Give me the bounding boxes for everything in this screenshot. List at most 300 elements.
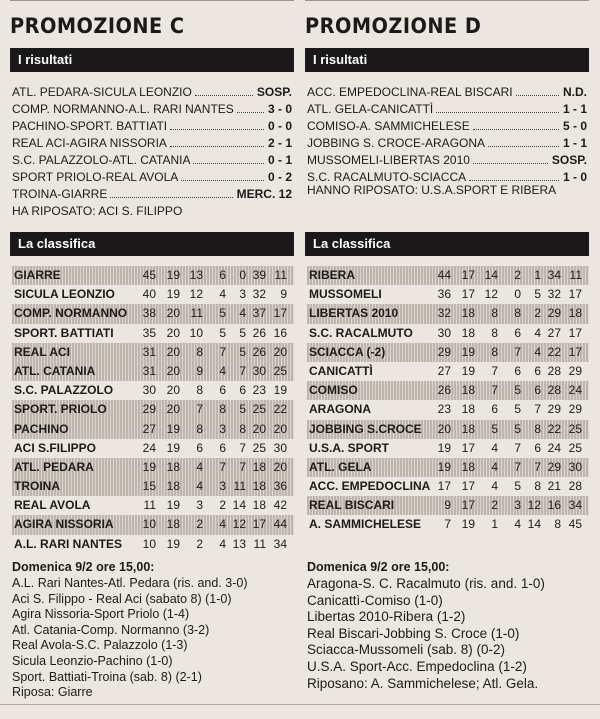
- result-row: [307, 135, 587, 152]
- stat-cell: 5: [514, 421, 521, 436]
- stat-cell: 5: [491, 421, 498, 436]
- stat-cell: 5: [534, 287, 541, 302]
- standings-row: [307, 400, 589, 419]
- stat-cell: 28: [547, 363, 561, 378]
- stat-cell: 20: [273, 421, 287, 436]
- stat-cell: 7: [491, 383, 498, 398]
- stat-cell: 6: [534, 383, 541, 398]
- match-label: REAL ACI-AGIRA NISSORIA: [12, 136, 167, 150]
- fixtures-header: Domenica 9/2 ore 15,00:: [307, 560, 450, 574]
- team-name: CANICATTÌ: [309, 363, 373, 378]
- section-title: PROMOZIONE C: [10, 14, 185, 38]
- match-label: MUSSOMELI-LIBERTAS 2010: [307, 153, 470, 167]
- standings-row: [12, 381, 294, 400]
- team-name: MUSSOMELI: [309, 287, 382, 302]
- stat-cell: 7: [514, 440, 521, 455]
- results-list: [307, 84, 587, 186]
- stat-cell: 37: [252, 306, 266, 321]
- stat-cell: 34: [547, 268, 561, 282]
- team-name: SICULA LEONZIO: [14, 287, 115, 302]
- stat-cell: 17: [461, 479, 475, 494]
- results-list: [12, 84, 292, 203]
- result-row: [12, 186, 292, 203]
- stat-cell: 4: [239, 306, 246, 321]
- fixture-line: Libertas 2010-Ribera (1-2): [307, 609, 466, 625]
- stat-cell: 6: [219, 440, 226, 455]
- stat-cell: 7: [239, 440, 246, 455]
- stat-cell: 12: [484, 287, 498, 302]
- stat-cell: 25: [568, 421, 582, 436]
- stat-cell: 5: [239, 344, 246, 359]
- stat-cell: 20: [273, 344, 287, 359]
- top-rule: [10, 0, 294, 5]
- stat-cell: 12: [527, 498, 541, 513]
- stat-cell: 2: [196, 536, 203, 551]
- result-row: [12, 118, 292, 135]
- match-label: JOBBING S. CROCE-ARAGONA: [307, 136, 486, 150]
- stat-cell: 39: [252, 268, 266, 282]
- fixture-line: Sciacca-Mussomeli (sab. 8) (0-2): [307, 642, 506, 658]
- match-score: 1 - 1: [562, 136, 587, 150]
- stat-cell: 17: [568, 344, 582, 359]
- stat-cell: 6: [534, 363, 541, 378]
- result-row: [12, 152, 292, 169]
- stat-cell: 20: [166, 363, 180, 378]
- stat-cell: 30: [252, 363, 266, 378]
- stat-cell: 24: [568, 383, 582, 398]
- stat-cell: 6: [534, 440, 541, 455]
- fixture-line: Real Avola-S.C. Palazzolo (1-3): [12, 638, 188, 653]
- fixture-line: Atl. Catania-Comp. Normanno (3-2): [12, 622, 210, 637]
- stat-cell: 12: [232, 517, 246, 532]
- standings-row: [307, 304, 589, 323]
- stat-cell: 29: [437, 344, 451, 359]
- stat-cell: 27: [437, 363, 451, 378]
- stat-cell: 6: [219, 268, 226, 282]
- stat-cell: 27: [547, 325, 561, 340]
- stat-cell: 7: [514, 344, 521, 359]
- stat-cell: 5: [219, 306, 226, 321]
- stat-cell: 9: [280, 287, 287, 302]
- stat-cell: 32: [252, 287, 266, 302]
- rest-note: HANNO RIPOSATO: U.S.A.SPORT E RIBERA: [307, 183, 557, 197]
- stat-cell: 29: [547, 306, 561, 321]
- result-row: [12, 84, 292, 101]
- stat-cell: 18: [461, 402, 475, 417]
- stat-cell: 14: [484, 268, 498, 282]
- section-title: PROMOZIONE D: [305, 14, 482, 38]
- stat-cell: 18: [166, 479, 180, 494]
- stat-cell: 45: [568, 517, 582, 532]
- stat-cell: 29: [547, 402, 561, 417]
- stat-cell: 19: [461, 363, 475, 378]
- standings-row: [307, 439, 589, 458]
- stat-cell: 8: [196, 383, 203, 398]
- match-score: 0 - 0: [267, 119, 292, 133]
- team-name: S.C. RACALMUTO: [309, 325, 413, 340]
- match-label: PACHINO-SPORT. BATTIATI: [12, 119, 168, 133]
- match-label: S.C. RACALMUTO-SCIACCA: [307, 170, 467, 184]
- standings-row: [307, 285, 589, 304]
- stat-cell: 12: [189, 287, 203, 302]
- result-row: [307, 84, 587, 101]
- stat-cell: 4: [514, 517, 521, 532]
- stat-cell: 6: [219, 383, 226, 398]
- stat-cell: 18: [568, 306, 582, 321]
- stat-cell: 26: [252, 325, 266, 340]
- stat-cell: 20: [273, 459, 287, 474]
- stat-cell: 7: [534, 402, 541, 417]
- stat-cell: 18: [252, 479, 266, 494]
- leader-dots: [473, 129, 559, 130]
- stat-cell: 17: [437, 479, 451, 494]
- stat-cell: 17: [461, 287, 475, 302]
- stat-cell: 4: [219, 287, 226, 302]
- result-row: [12, 135, 292, 152]
- team-name: REAL ACI: [14, 344, 71, 359]
- stat-cell: 2: [219, 498, 226, 513]
- standings-row: [307, 458, 589, 477]
- team-name: ATL. GELA: [309, 459, 372, 474]
- stat-cell: 6: [514, 363, 521, 378]
- stat-cell: 2: [196, 517, 203, 532]
- results-header: I risultati: [10, 48, 294, 72]
- standings-row: [12, 515, 294, 534]
- stat-cell: 25: [252, 440, 266, 455]
- match-label: ACC. EMPEDOCLINA-REAL BISCARI: [307, 85, 513, 99]
- stat-cell: 11: [190, 306, 203, 321]
- team-name: SCIACCA (-2): [309, 344, 386, 359]
- stat-cell: 8: [514, 306, 521, 321]
- stat-cell: 28: [547, 383, 561, 398]
- stat-cell: 7: [196, 402, 203, 417]
- stat-cell: 25: [568, 440, 582, 455]
- team-name: COMP. NORMANNO: [14, 306, 128, 321]
- stat-cell: 4: [534, 325, 541, 340]
- stat-cell: 34: [273, 536, 287, 551]
- stat-cell: 15: [142, 479, 156, 494]
- leader-dots: [436, 112, 559, 113]
- leader-dots: [110, 197, 233, 198]
- stat-cell: 31: [142, 344, 156, 359]
- fixture-line: Canicattì-Comiso (1-0): [307, 592, 443, 608]
- stat-cell: 16: [273, 325, 287, 340]
- stat-cell: 10: [189, 325, 203, 340]
- stat-cell: 32: [547, 287, 561, 302]
- stat-cell: 4: [491, 479, 498, 494]
- stat-cell: 29: [547, 459, 561, 474]
- match-score: SOSP.: [256, 85, 292, 99]
- stat-cell: 9: [196, 363, 203, 378]
- match-label: ATL. GELA-CANICATTÌ: [307, 102, 434, 116]
- stat-cell: 1: [491, 517, 498, 532]
- stat-cell: 8: [491, 306, 498, 321]
- result-row: [307, 152, 587, 169]
- standings-row: [12, 324, 294, 343]
- stat-cell: 4: [534, 344, 541, 359]
- stat-cell: 6: [239, 383, 246, 398]
- fixture-line: Aci S. Filippo - Real Aci (sabato 8) (1-0): [12, 591, 232, 606]
- standings-row: [307, 266, 589, 285]
- fixtures-list: [307, 576, 591, 692]
- standings-row: [307, 324, 589, 343]
- stat-cell: 44: [273, 517, 287, 532]
- stat-cell: 14: [232, 498, 246, 513]
- stat-cell: 22: [547, 344, 561, 359]
- stat-cell: 13: [189, 268, 203, 282]
- stat-cell: 19: [166, 536, 180, 551]
- fixture-line: Sicula Leonzio-Pachino (1-0): [12, 653, 173, 668]
- stat-cell: 19: [166, 498, 180, 513]
- stat-cell: 32: [437, 306, 451, 321]
- standings-row: [307, 343, 589, 362]
- stat-cell: 8: [196, 421, 203, 436]
- stat-cell: 22: [273, 402, 287, 417]
- team-name: ATL. PEDARA: [14, 459, 94, 474]
- standings-header: La classifica: [10, 232, 294, 256]
- stat-cell: 42: [273, 498, 287, 513]
- fixtures-list: [12, 576, 296, 701]
- match-label: S.C. PALAZZOLO-ATL. CATANIA: [12, 153, 191, 167]
- stat-cell: 3: [239, 287, 246, 302]
- stat-cell: 25: [252, 402, 266, 417]
- stat-cell: 19: [437, 440, 451, 455]
- stat-cell: 6: [491, 402, 498, 417]
- match-label: COMISO-A. SAMMICHELESE: [307, 119, 470, 133]
- standings-row: [307, 515, 589, 534]
- stat-cell: 19: [437, 459, 451, 474]
- stat-cell: 36: [437, 287, 451, 302]
- stat-cell: 5: [514, 383, 521, 398]
- stat-cell: 23: [437, 402, 451, 417]
- stat-cell: 22: [547, 421, 561, 436]
- result-row: [12, 101, 292, 118]
- result-row: [307, 101, 587, 118]
- match-label: ATL. PEDARA-SICULA LEONZIO: [12, 85, 192, 99]
- stat-cell: 19: [142, 459, 156, 474]
- stat-cell: 10: [142, 517, 156, 532]
- standings-row: [12, 439, 294, 458]
- stat-cell: 20: [252, 421, 266, 436]
- team-name: LIBERTAS 2010: [309, 306, 399, 321]
- team-name: JOBBING S.CROCE: [309, 421, 422, 436]
- team-name: RIBERA: [309, 268, 356, 282]
- leader-dots: [170, 129, 264, 130]
- standings-table: [12, 266, 294, 554]
- leader-dots: [488, 146, 559, 147]
- standings-row: [12, 420, 294, 439]
- match-score: MERC. 12: [236, 187, 292, 201]
- stat-cell: 26: [252, 344, 266, 359]
- stat-cell: 11: [143, 498, 156, 513]
- standings-row: [307, 362, 589, 381]
- stat-cell: 3: [219, 479, 226, 494]
- stat-cell: 8: [219, 402, 226, 417]
- stat-cell: 35: [142, 325, 156, 340]
- stat-cell: 7: [444, 517, 451, 532]
- team-name: A.L. RARI NANTES: [14, 536, 122, 551]
- match-score: N.D.: [563, 85, 587, 99]
- stat-cell: 3: [514, 498, 521, 513]
- stat-cell: 18: [461, 421, 475, 436]
- stat-cell: 0: [514, 287, 521, 302]
- result-row: [307, 118, 587, 135]
- stat-cell: 28: [568, 479, 582, 494]
- stat-cell: 38: [142, 306, 156, 321]
- stat-cell: 3: [196, 498, 203, 513]
- standings-header: La classifica: [305, 232, 589, 256]
- stat-cell: 19: [461, 517, 475, 532]
- stat-cell: 40: [142, 287, 156, 302]
- stat-cell: 4: [491, 459, 498, 474]
- stat-cell: 29: [568, 363, 582, 378]
- team-name: ACI S.FILIPPO: [14, 440, 97, 455]
- stat-cell: 20: [166, 402, 180, 417]
- match-label: TROINA-GIARRE: [12, 187, 108, 201]
- stat-cell: 36: [273, 479, 287, 494]
- stat-cell: 16: [547, 498, 561, 513]
- stat-cell: 7: [239, 459, 246, 474]
- team-name: GIARRE: [14, 268, 61, 282]
- match-score: 1 - 0: [562, 170, 587, 184]
- stat-cell: 45: [142, 268, 156, 282]
- leader-dots: [473, 163, 548, 164]
- stat-cell: 20: [166, 383, 180, 398]
- leader-dots: [193, 163, 264, 164]
- stat-cell: 18: [461, 383, 475, 398]
- stat-cell: 3: [219, 421, 226, 436]
- stat-cell: 4: [491, 440, 498, 455]
- match-score: 0 - 2: [267, 170, 292, 184]
- stat-cell: 2: [514, 268, 521, 282]
- stat-cell: 44: [437, 268, 451, 282]
- stat-cell: 19: [166, 268, 180, 282]
- match-label: COMP. NORMANNO-A.L. RARI NANTES: [12, 102, 234, 116]
- fixture-line: Riposano: A. Sammichelese; Atl. Gela.: [307, 675, 539, 691]
- team-name: AGIRA NISSORIA: [14, 517, 114, 532]
- standings-row: [307, 381, 589, 400]
- stat-cell: 20: [166, 325, 180, 340]
- standings-row: [12, 343, 294, 362]
- stat-cell: 1: [534, 268, 541, 282]
- stat-cell: 8: [491, 344, 498, 359]
- match-score: 1 - 1: [562, 102, 587, 116]
- stat-cell: 18: [166, 517, 180, 532]
- match-label: SPORT PRIOLO-REAL AVOLA: [12, 170, 179, 184]
- stat-cell: 4: [196, 459, 203, 474]
- standings-row: [12, 362, 294, 381]
- leader-dots: [181, 180, 264, 181]
- stat-cell: 29: [568, 402, 582, 417]
- stat-cell: 8: [239, 421, 246, 436]
- standings-row: [12, 458, 294, 477]
- fixture-line: Sport. Battiati-Troina (sab. 8) (2-1): [12, 669, 202, 684]
- match-score: 0 - 1: [267, 153, 292, 167]
- team-name: PACHINO: [14, 421, 69, 436]
- stat-cell: 9: [444, 498, 451, 513]
- match-score: 3 - 0: [267, 102, 292, 116]
- stat-cell: 20: [166, 344, 180, 359]
- stat-cell: 17: [461, 268, 475, 282]
- stat-cell: 4: [219, 536, 226, 551]
- match-score: 2 - 1: [267, 136, 292, 150]
- stat-cell: 5: [219, 325, 226, 340]
- leader-dots: [516, 95, 559, 96]
- stat-cell: 6: [514, 325, 521, 340]
- fixture-line: Real Biscari-Jobbing S. Croce (1-0): [307, 625, 520, 641]
- standings-row: [12, 496, 294, 515]
- fixture-line: Riposa: Giarre: [12, 685, 93, 700]
- stat-cell: 18: [461, 459, 475, 474]
- stat-cell: 11: [569, 268, 582, 282]
- stat-cell: 18: [252, 459, 266, 474]
- team-name: SPORT. PRIOLO: [14, 402, 107, 417]
- stat-cell: 2: [534, 306, 541, 321]
- stat-cell: 4: [219, 363, 226, 378]
- stat-cell: 6: [196, 440, 203, 455]
- results-header: I risultati: [305, 48, 589, 72]
- stat-cell: 18: [461, 325, 475, 340]
- match-score: SOSP.: [551, 153, 587, 167]
- stat-cell: 30: [568, 459, 582, 474]
- standings-row: [307, 477, 589, 496]
- stat-cell: 8: [534, 421, 541, 436]
- standings-row: [12, 304, 294, 323]
- team-name: U.S.A. SPORT: [309, 440, 390, 455]
- team-name: A. SAMMICHELESE: [309, 517, 422, 532]
- team-name: TROINA: [14, 479, 60, 494]
- bottom-rule: [0, 704, 600, 705]
- stat-cell: 17: [273, 306, 287, 321]
- leader-dots: [237, 112, 264, 113]
- stat-cell: 5: [514, 479, 521, 494]
- fixtures-header: Domenica 9/2 ore 15,00:: [12, 560, 155, 574]
- stat-cell: 5: [239, 325, 246, 340]
- stat-cell: 11: [274, 268, 287, 282]
- stat-cell: 10: [142, 536, 156, 551]
- stat-cell: 7: [219, 459, 226, 474]
- leader-dots: [195, 95, 253, 96]
- stat-cell: 29: [142, 402, 156, 417]
- stat-cell: 7: [219, 344, 226, 359]
- stat-cell: 17: [461, 440, 475, 455]
- stat-cell: 8: [491, 325, 498, 340]
- stat-cell: 7: [534, 459, 541, 474]
- team-name: S.C. PALAZZOLO: [14, 383, 114, 398]
- stat-cell: 7: [239, 363, 246, 378]
- fixture-line: Aragona-S. C. Racalmuto (ris. and. 1-0): [307, 576, 545, 591]
- team-name: ACC. EMPEDOCLINA: [309, 479, 431, 494]
- match-score: 5 - 0: [562, 119, 587, 133]
- stat-cell: 4: [196, 479, 203, 494]
- stat-cell: 11: [253, 536, 266, 551]
- stat-cell: 17: [461, 498, 475, 513]
- standings-row: [12, 266, 294, 285]
- stat-cell: 7: [514, 459, 521, 474]
- team-name: COMISO: [309, 383, 358, 398]
- standings-row: [12, 285, 294, 304]
- stat-cell: 30: [273, 440, 287, 455]
- stat-cell: 19: [166, 287, 180, 302]
- stat-cell: 18: [166, 459, 180, 474]
- stat-cell: 20: [437, 421, 451, 436]
- standings-row: [307, 420, 589, 439]
- stat-cell: 2: [491, 498, 498, 513]
- stat-cell: 14: [527, 517, 541, 532]
- stat-cell: 20: [166, 306, 180, 321]
- standings-row: [307, 496, 589, 515]
- stat-cell: 19: [273, 383, 287, 398]
